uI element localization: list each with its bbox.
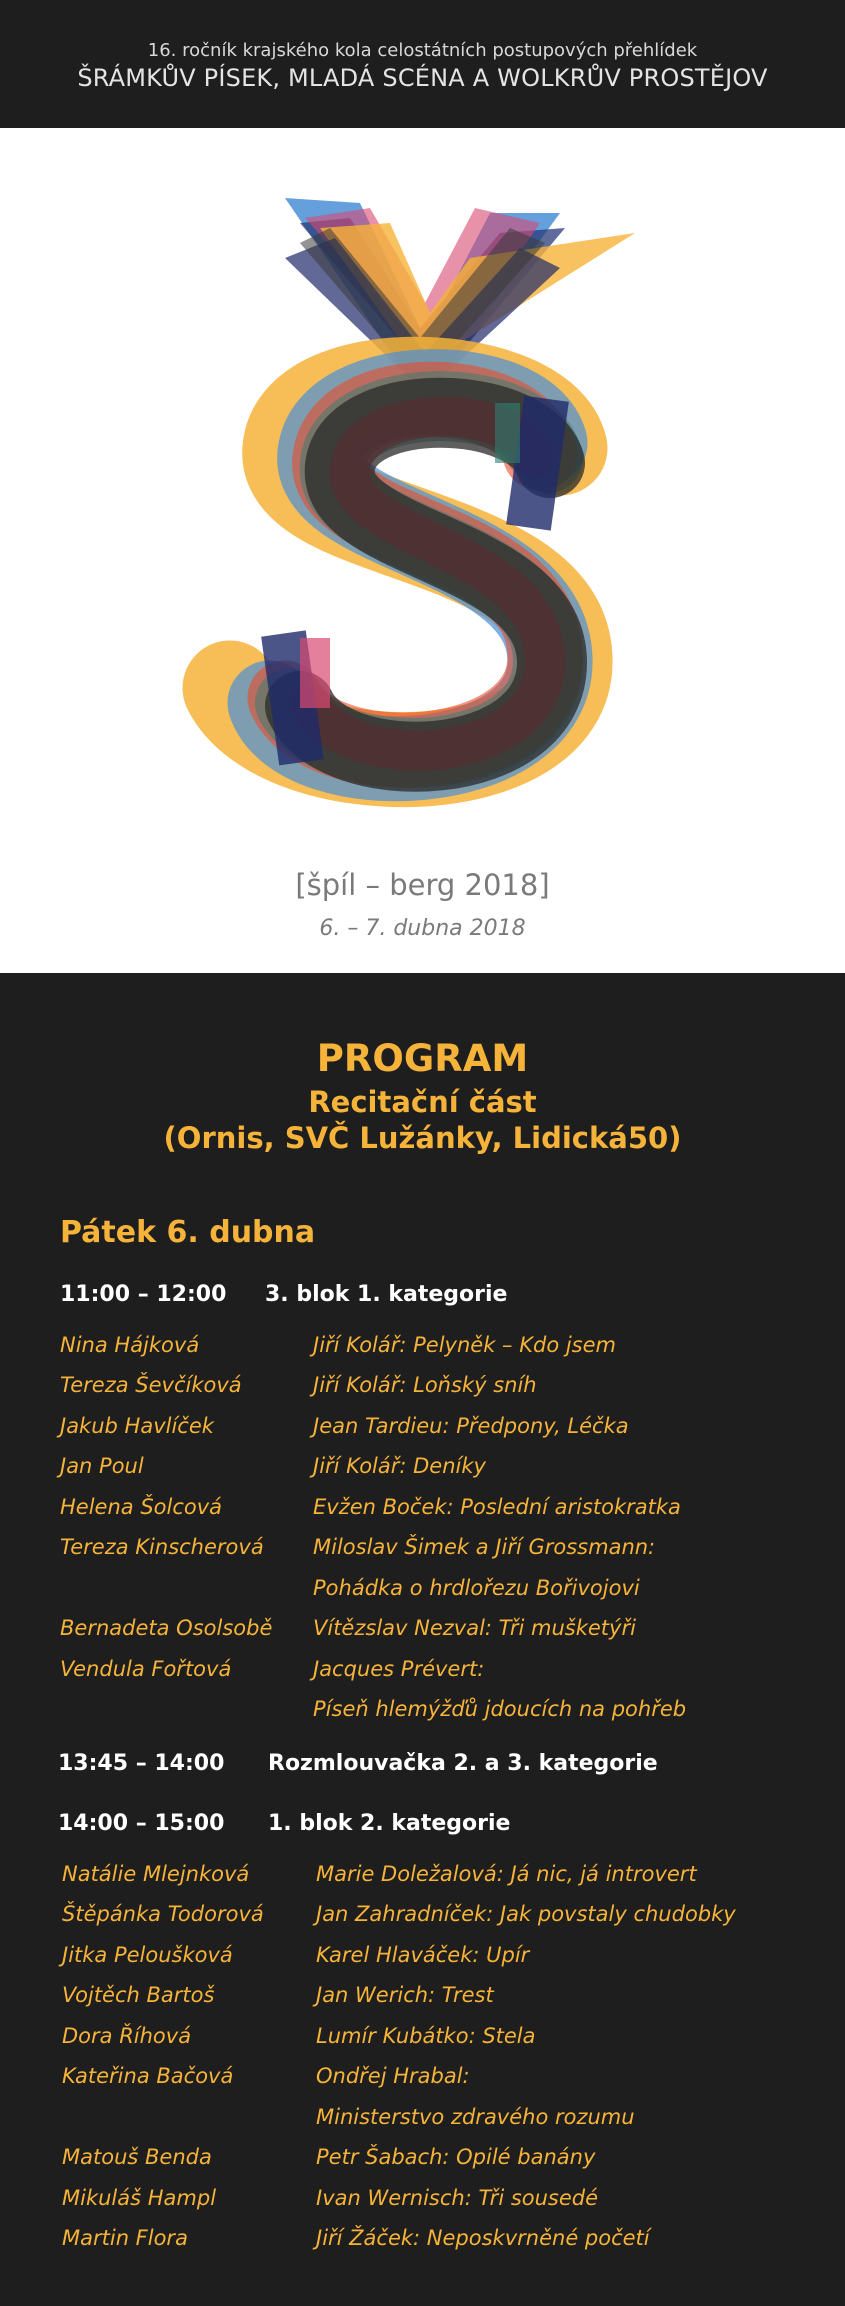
header-line-2: ŠRÁMKŮV PÍSEK, MLADÁ SCÉNA A WOLKRŮV PROSTĚJOV [77,64,768,92]
performer-name: Tereza Kinscherová [60,1535,264,1559]
piece-title: Ondřej Hrabal: [316,2064,470,2088]
performer-name: Bernadeta Osolsobě [60,1616,273,1640]
piece-title: Ivan Wernisch: Tři sousedé [316,2186,599,2210]
piece-title: Jiří Kolář: Pelyněk – Kdo jsem [313,1333,616,1357]
piece-title: Jiří Žáček: Neposkvrněné početí [316,2226,650,2250]
performer-name: Kateřina Bačová [62,2064,234,2088]
performer-name: Vojtěch Bartoš [62,1983,215,2007]
performer-name: Dora Říhová [62,2024,192,2048]
program-title: PROGRAM [316,1037,529,1080]
piece-title: Evžen Boček: Poslední aristokratka [313,1495,681,1519]
performer-name: Vendula Fořtová [60,1657,232,1681]
program-subtitle-2: (Ornis, SVČ Lužánky, Lidická50) [163,1121,682,1155]
poster [0,128,845,973]
piece-title: Jan Werich: Trest [316,1983,494,2007]
piece-title: Vítězslav Nezval: Tři mušketýři [313,1616,636,1640]
piece-title: Píseň hlemýžďů jdoucích na pohřeb [313,1697,687,1721]
performer-name: Natálie Mlejnková [62,1862,250,1886]
block-time: 13:45 – 14:00 [58,1751,225,1776]
piece-title: Jan Zahradníček: Jak povstaly chudobky [316,1902,736,1926]
performer-name: Jan Poul [60,1454,144,1478]
program-subtitle-1: Recitační část [308,1085,537,1119]
event-dates: 6. – 7. dubna 2018 [319,916,526,941]
block-time: 11:00 – 12:00 [60,1282,227,1307]
performer-name: Jitka Peloušková [62,1943,233,1967]
performer-name: Mikuláš Hampl [62,2186,217,2210]
logo-letter-art [0,128,845,973]
program-section [0,973,845,2306]
block-name: Rozmlouvačka 2. a 3. kategorie [268,1751,658,1776]
piece-title: Jean Tardieu: Předpony, Léčka [313,1414,629,1438]
piece-title: Miloslav Šimek a Jiří Grossmann: [313,1535,656,1559]
performer-name: Martin Flora [62,2226,188,2250]
piece-title: Jacques Prévert: [313,1657,485,1681]
block-time: 14:00 – 15:00 [58,1811,225,1836]
piece-title: Ministerstvo zdravého rozumu [316,2105,635,2129]
header-line-1: 16. ročník krajského kola celostátních postupových přehlídek [147,40,698,61]
performer-name: Matouš Benda [62,2145,212,2169]
performer-name: Štěpánka Todorová [62,1902,264,1926]
day-heading: Pátek 6. dubna [60,1215,316,1250]
block-name: 1. blok 2. kategorie [268,1811,511,1836]
block-name: 3. blok 1. kategorie [265,1282,508,1307]
performer-name: Helena Šolcová [60,1495,223,1519]
piece-title: Karel Hlaváček: Upír [316,1943,530,1967]
event-subtitle: [špíl – berg 2018] [295,868,550,902]
piece-title: Petr Šabach: Opilé banány [316,2145,596,2169]
piece-title: Jiří Kolář: Deníky [313,1454,486,1478]
performer-name: Nina Hájková [60,1333,200,1357]
header-banner [0,0,845,128]
performer-name: Tereza Ševčíková [60,1373,242,1397]
performer-name: Jakub Havlíček [60,1414,214,1438]
piece-title: Jiří Kolář: Loňský sníh [313,1373,537,1397]
piece-title: Marie Doležalová: Já nic, já introvert [316,1862,697,1886]
piece-title: Lumír Kubátko: Stela [316,2024,536,2048]
piece-title: Pohádka o hrdlořezu Bořivojovi [313,1576,640,1600]
